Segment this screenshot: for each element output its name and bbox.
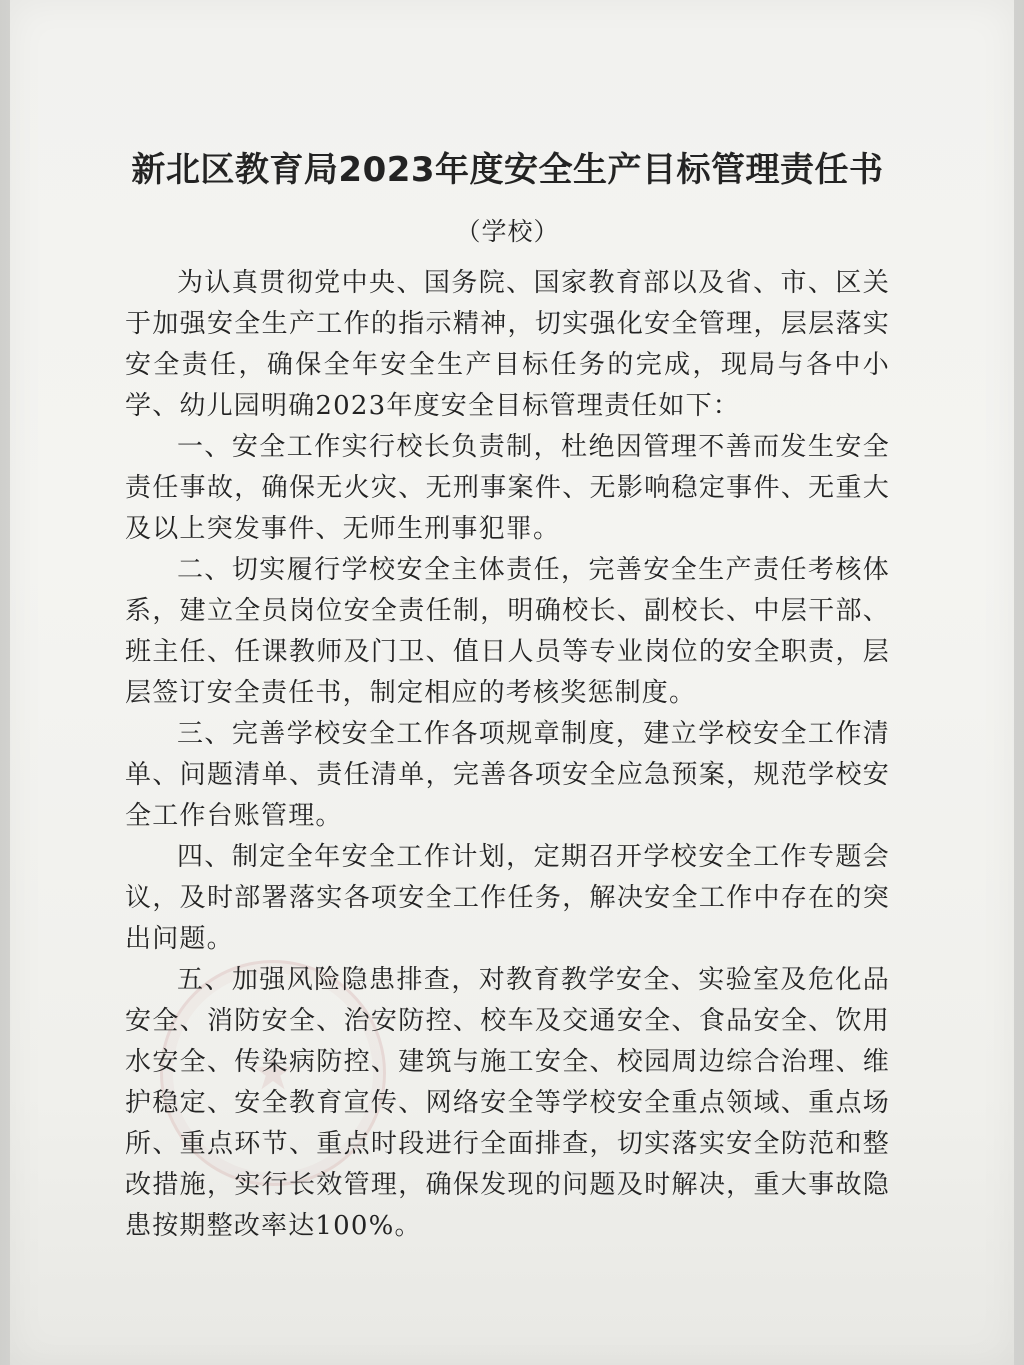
clause-five-paragraph: 五、加强风险隐患排查，对教育教学安全、实验室及危化品安全、消防安全、治安防控、校车及交通安全、食品安全、饮用水安全、传染病防控、建筑与施工安全、校园周边综合治理、维护稳定、安全教育宣传、网络安全等学校安全重点领域、重点场所、重点环节、重点时段进行全面排查，切实落实安全防范和整改措施，实行长效管理，确保发现的问题及时解决，重大事故隐患按期整改率达100%。 — [125, 964, 890, 1241]
clause-three-paragraph: 三、完善学校安全工作各项规章制度，建立学校安全工作清单、问题清单、责任清单，完善各项安全应急预案，规范学校安全工作台账管理。 — [125, 718, 890, 831]
intro-paragraph: 为认真贯彻党中央、国务院、国家教育部以及省、市、区关于加强安全生产工作的指示精神，切实强化安全管理，层层落实安全责任，确保全年安全生产目标任务的完成，现局与各中小学、幼儿园明确2023年度安全目标管理责任如下： — [125, 267, 890, 421]
document-title: 新北区教育局2023年度安全生产目标管理责任书 — [131, 150, 884, 190]
document — [125, 150, 890, 1247]
clause-four-paragraph: 四、制定全年安全工作计划，定期召开学校安全工作专题会议，及时部署落实各项安全工作任务，解决安全工作中存在的突出问题。 — [125, 841, 890, 954]
clause-two-paragraph: 二、切实履行学校安全主体责任，完善安全生产责任考核体系，建立全员岗位安全责任制，明确校长、副校长、中层干部、班主任、任课教师及门卫、值日人员等专业岗位的安全职责，层层签订安全责任书，制定相应的考核奖惩制度。 — [125, 554, 890, 708]
document-body — [125, 263, 890, 1247]
clause-one-paragraph: 一、安全工作实行校长负责制，杜绝因管理不善而发生安全责任事故，确保无火灾、无刑事案件、无影响稳定事件、无重大及以上突发事件、无师生刑事犯罪。 — [125, 431, 890, 544]
document-subtitle: （学校） — [455, 216, 560, 246]
